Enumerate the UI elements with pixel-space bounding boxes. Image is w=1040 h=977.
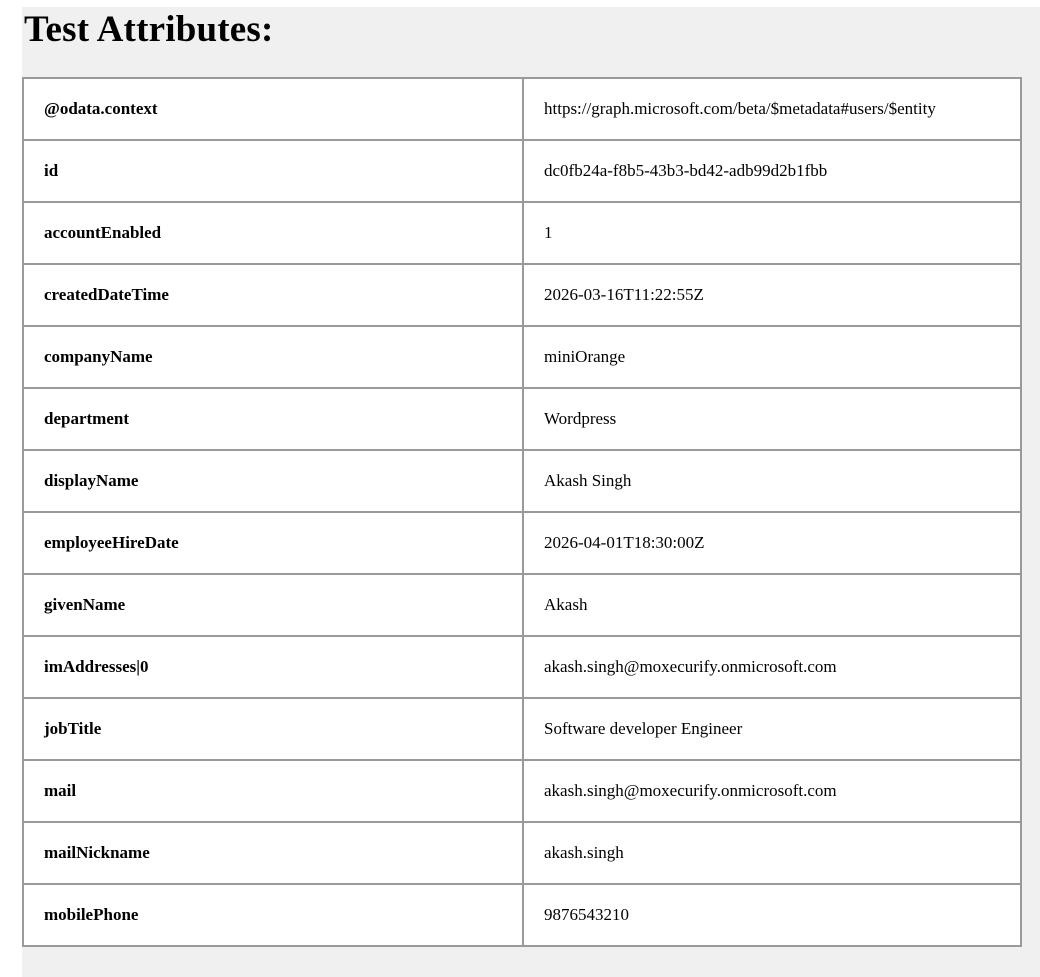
table-row: [23, 636, 1021, 698]
attribute-value: Wordpress: [523, 388, 1021, 450]
page-title: Test Attributes:: [24, 9, 274, 50]
table-row: [23, 140, 1021, 202]
attribute-key: accountEnabled: [23, 202, 523, 264]
attributes-table: [22, 77, 1022, 947]
table-row: [23, 760, 1021, 822]
attribute-key: @odata.context: [23, 78, 523, 140]
attribute-key: jobTitle: [23, 698, 523, 760]
attribute-key: mail: [23, 760, 523, 822]
attribute-value: https://graph.microsoft.com/beta/$metadata#users/$entity: [523, 78, 1021, 140]
page-right-gutter: [1022, 7, 1040, 977]
attribute-key: id: [23, 140, 523, 202]
attribute-key: displayName: [23, 450, 523, 512]
table-row: [23, 512, 1021, 574]
table-row: [23, 78, 1021, 140]
attribute-key: mobilePhone: [23, 884, 523, 946]
attribute-key: givenName: [23, 574, 523, 636]
attribute-value: 1: [523, 202, 1021, 264]
table-row: [23, 326, 1021, 388]
attribute-value: 2026-03-16T11:22:55Z: [523, 264, 1021, 326]
attribute-value: 9876543210: [523, 884, 1021, 946]
attribute-value: dc0fb24a-f8b5-43b3-bd42-adb99d2b1fbb: [523, 140, 1021, 202]
attribute-value: akash.singh: [523, 822, 1021, 884]
table-row: [23, 450, 1021, 512]
table-row: [23, 388, 1021, 450]
attribute-value: miniOrange: [523, 326, 1021, 388]
attribute-value: Akash Singh: [523, 450, 1021, 512]
attribute-value: Software developer Engineer: [523, 698, 1021, 760]
attribute-key: department: [23, 388, 523, 450]
table-row: [23, 574, 1021, 636]
table-row: [23, 264, 1021, 326]
attribute-value: akash.singh@moxecurify.onmicrosoft.com: [523, 636, 1021, 698]
attribute-key: createdDateTime: [23, 264, 523, 326]
attribute-key: employeeHireDate: [23, 512, 523, 574]
attribute-key: mailNickname: [23, 822, 523, 884]
table-row: [23, 202, 1021, 264]
attribute-value: 2026-04-01T18:30:00Z: [523, 512, 1021, 574]
attribute-value: akash.singh@moxecurify.onmicrosoft.com: [523, 760, 1021, 822]
attribute-value: Akash: [523, 574, 1021, 636]
table-row: [23, 884, 1021, 946]
table-row: [23, 698, 1021, 760]
attribute-key: imAddresses|0: [23, 636, 523, 698]
table-row: [23, 822, 1021, 884]
attribute-key: companyName: [23, 326, 523, 388]
